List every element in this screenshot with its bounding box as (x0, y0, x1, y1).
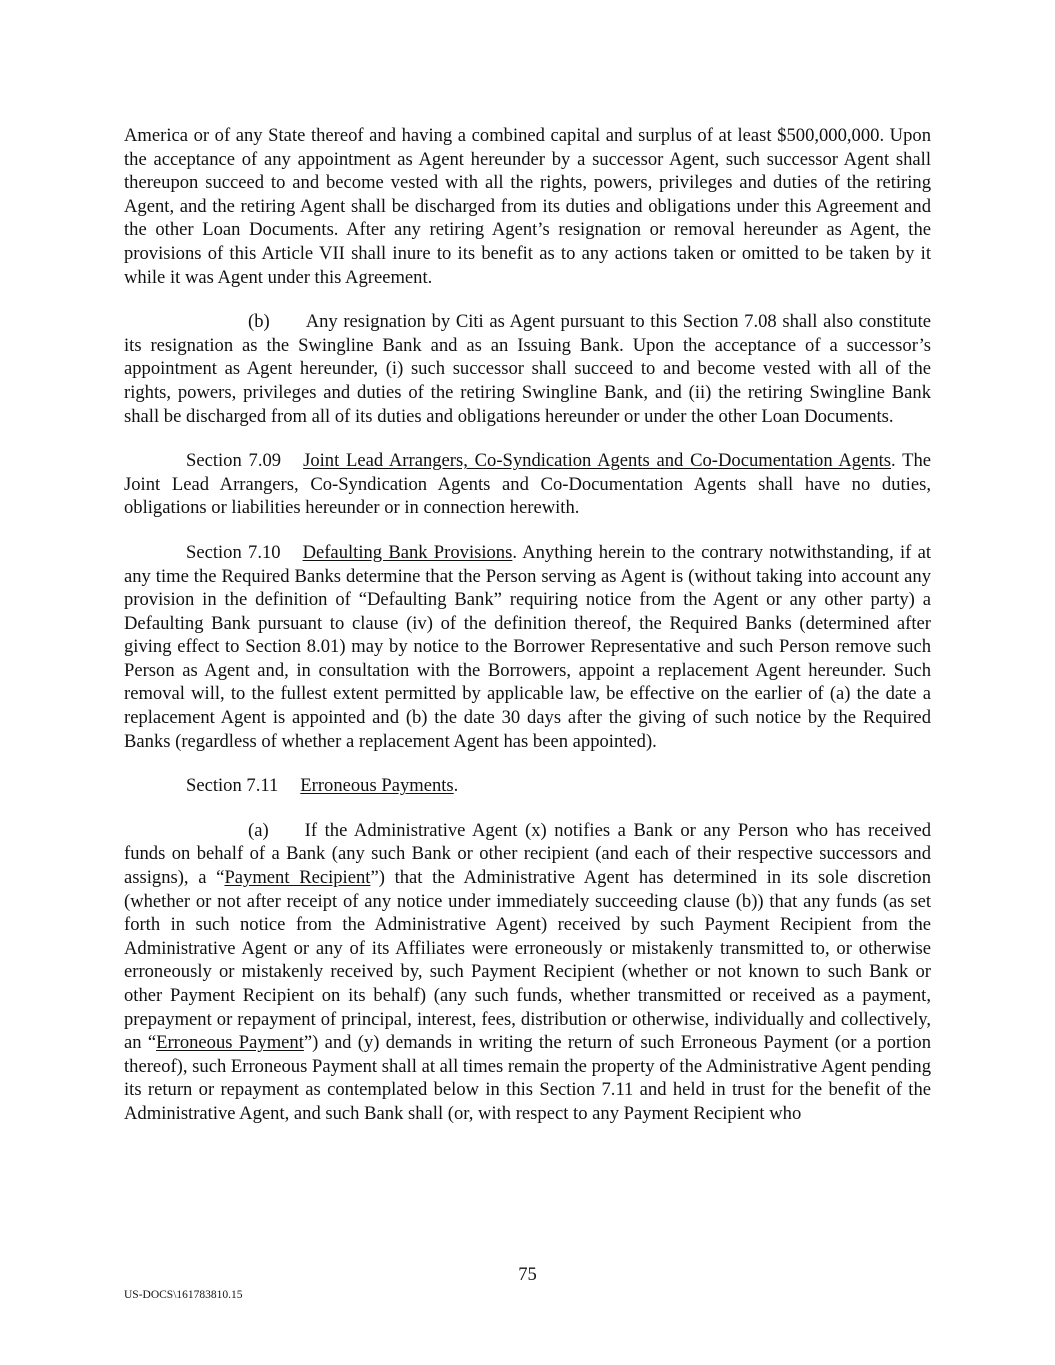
section-7-10 (124, 541, 931, 753)
clause-a-text-2: ”) that the Administrative Agent has determined in its sole discretion (whether or not after receipt of any notice under immediately succeeding clause (b)) that any funds (as set forth in such notice from the Administrative Agent) received by such Payment Recipient from the Administrative Agent or any of its Affiliates were erroneously or mistakenly transmitted to, or otherwise erroneously or mistakenly received by, such Payment Recipient (whether or not known to such Bank or other Payment Recipient on its behalf) (any such funds, whether transmitted or received as a payment, prepayment or repayment of principal, interest, fees, distribution or otherwise, individually and collectively, an “ (124, 867, 931, 1054)
section-title: Joint Lead Arrangers, Co-Syndication Agents and Co-Documentation Agents (303, 450, 892, 472)
section-7-09 (124, 449, 931, 520)
clause-marker-b: (b) (248, 311, 270, 333)
section-title: Erroneous Payments (300, 775, 454, 797)
clause-marker-a: (a) (248, 819, 269, 841)
clause-a-text-3: ”) and (y) demands in writing the return of such Erroneous Payment (or a portion thereof), such Erroneous Payment shall at all times remain the property of the Administrative Agent pending its return or repayment as contemplated below in this Section 7.11 and held in trust for the benefit of the Administrative Agent, and such Bank shall (or, with respect to any Payment Recipient who (124, 1032, 931, 1124)
section-number: Section 7.09 (186, 450, 282, 472)
document-id-footer: US-DOCS\161783810.15 (124, 1289, 243, 1301)
section-title: Defaulting Bank Provisions (302, 541, 513, 563)
section-7-11-heading (124, 774, 931, 798)
defined-term-erroneous-payment: Erroneous Payment (156, 1032, 304, 1054)
clause-b-text: Any resignation by Citi as Agent pursuant to this Section 7.08 shall also constitute its resignation as the Swingline Bank and as an Issuing Bank. Upon the acceptance of a successor’s appointment as Agent hereunder, (i) such successor shall succeed to and become vested with all of the rights, powers, privileges and duties of the retiring Swingline Bank, and (ii) the retiring Swingline Bank shall be discharged from all of its duties and obligations hereunder or under the other Loan Documents. (124, 311, 931, 427)
page-number: 75 (518, 1264, 537, 1285)
document-body (124, 124, 931, 1147)
section-text: . The Joint Lead Arrangers, Co-Syndication Agents and Co-Documentation Agents shall have no duties, obligations or liabilities hereunder or in connection herewith. (124, 450, 932, 519)
section-text: . Anything herein to the contrary notwithstanding, if at any time the Required Banks determine that the Person serving as Agent is (without taking into account any provision in the definition of “Defaulting Bank” requiring notice from the Agent or any other party) a Defaulting Bank pursuant to clause (iv) of the definition thereof, the Required Banks (determined after giving effect to Section 8.01) may by notice to the Borrower Representative and such Person remove such Person as Agent and, in consultation with the Borrowers, appoint a replacement Agent hereunder. Such removal will, to the fullest extent permitted by applicable law, be effective on the earlier of (a) the date a replacement Agent is appointed and (b) the date 30 days after the giving of such notice by the Required Banks (regardless of whether a replacement Agent has been appointed). (124, 541, 931, 752)
section-number: Section 7.10 (186, 541, 281, 563)
paragraph-successor-agent: America or of any State thereof and having a combined capital and surplus of at least $500,000,000. Upon the acceptance of any appointment as Agent hereunder by a successor Agent, such successor Agent shall thereupon succeed to and become vested with all the rights, powers, privileges and duties of the retiring Agent, and the retiring Agent shall be discharged from its duties and obligations under this Agreement and the other Loan Documents. After any retiring Agent’s resignation or removal hereunder as Agent, the provisions of this Article VII shall inure to its benefit as to any actions taken or omitted to be taken by it while it was Agent under this Agreement. (124, 125, 931, 288)
defined-term-payment-recipient: Payment Recipient (224, 867, 371, 889)
paragraph-b (124, 310, 931, 428)
section-number: Section 7.11 (186, 775, 279, 797)
clause-a-text-1: If the Administrative Agent (x) notifies a Bank or any Person who has received funds on behalf of a Bank (any such Bank or other recipient (and each of their respective successors and assigns), a “ (124, 819, 931, 889)
paragraph-a (124, 819, 931, 1126)
section-period: . (453, 775, 459, 797)
